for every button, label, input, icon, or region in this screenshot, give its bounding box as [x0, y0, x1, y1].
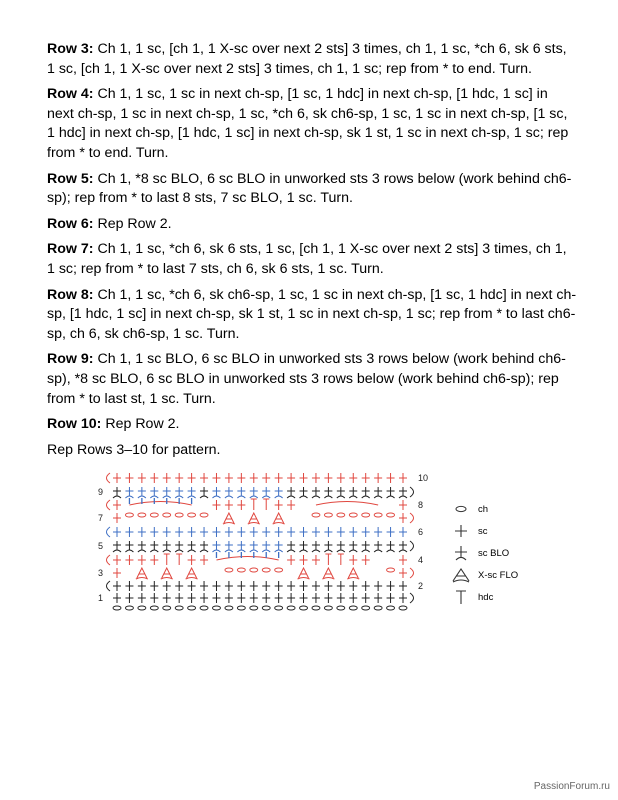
sc-stitch: [163, 527, 171, 537]
sc-stitch: [374, 473, 382, 483]
ch-icon: [450, 500, 472, 518]
sc-stitch: [150, 581, 158, 591]
row-number-right: 6: [418, 527, 424, 537]
sc-stitch: [324, 593, 332, 603]
ch-stitch: [312, 513, 320, 517]
sc-stitch: [387, 593, 395, 603]
legend-label-ch: ch: [478, 504, 489, 515]
legend-label-sc: sc: [478, 526, 488, 537]
sc-stitch: [113, 473, 121, 483]
sc-stitch: [399, 555, 407, 565]
sc-blo-stitch: [138, 541, 146, 552]
pattern-instructions: [47, 40, 577, 466]
sc-stitch: [237, 581, 245, 591]
ch-stitch: [349, 606, 357, 610]
sc-blo-stitch: [250, 487, 258, 498]
ch-stitch: [138, 513, 146, 517]
sc-blo-stitch: [237, 487, 245, 498]
legend-item-x-sc-flo: [450, 566, 570, 588]
sc-stitch: [150, 473, 158, 483]
ch-stitch: [337, 606, 345, 610]
row-text: Rep Row 2.: [101, 416, 180, 433]
sc-blo-stitch: [163, 541, 171, 552]
sc-stitch: [349, 581, 357, 591]
ch-stitch: [150, 513, 158, 517]
sc-blo-stitch: [300, 487, 308, 498]
sc-stitch: [125, 593, 133, 603]
sc-stitch: [237, 500, 245, 510]
sc-stitch: [399, 593, 407, 603]
sc-stitch: [212, 500, 220, 510]
sc-stitch: [250, 581, 258, 591]
sc-stitch: [374, 581, 382, 591]
sc-stitch: [312, 593, 320, 603]
sc-stitch: [175, 527, 183, 537]
row-turn-loop: [410, 568, 414, 578]
sc-blo-stitch: [138, 487, 146, 498]
row-turn-loop: [410, 541, 414, 551]
sc-blo-stitch: [275, 541, 283, 552]
sc-stitch: [362, 581, 370, 591]
sc-stitch: [125, 473, 133, 483]
ch-stitch: [225, 606, 233, 610]
legend-label-hdc: hdc: [478, 592, 494, 603]
sc-blo-stitch: [287, 541, 295, 552]
sc-blo-stitch: [374, 487, 382, 498]
row-label: Row 6:: [47, 215, 94, 232]
row-turn-loop: [410, 513, 414, 523]
sc-blo-stitch: [113, 541, 121, 552]
sc-stitch: [300, 593, 308, 603]
ch-stitch: [250, 568, 258, 572]
instruction-paragraph: [47, 170, 577, 209]
row-number-left: 9: [98, 487, 104, 497]
sc-blo-stitch: [150, 487, 158, 498]
sc-stitch: [212, 473, 220, 483]
sc-blo-stitch: [188, 541, 196, 552]
sc-blo-stitch: [150, 541, 158, 552]
sc-stitch: [250, 527, 258, 537]
sc-blo-stitch: [212, 487, 220, 498]
sc-stitch: [250, 593, 258, 603]
sc-stitch: [138, 593, 146, 603]
sc-stitch: [275, 593, 283, 603]
chart-legend: [450, 500, 570, 610]
sc-stitch: [374, 527, 382, 537]
sc-stitch: [212, 581, 220, 591]
sc-blo-stitch: [349, 487, 357, 498]
sc-stitch: [125, 555, 133, 565]
row-label: Row 9:: [47, 351, 94, 368]
sc-blo-stitch: [225, 487, 233, 498]
sc-stitch: [362, 527, 370, 537]
ch-stitch: [125, 513, 133, 517]
row-number-left: 5: [98, 541, 104, 551]
sc-blo-stitch: [362, 541, 370, 552]
row-text: Ch 1, 1 sc, 1 sc in next ch-sp, [1 sc, 1 hdc] in next ch-sp, [1 hdc, 1 sc] in next ch-sp, 1 sc in next ch-sp, 1 sc, *ch 6, sk ch6-sp, 1 sc, 1 sc in next ch-sp, [1 sc, 1 hdc] in next ch-sp, [1 hdc, 1 sc] in next ch-sp, sk 1 st, 1 sc in next ch-sp, 1 sc; rep from * to end. Turn.: [47, 86, 569, 161]
row-number-right: 4: [418, 555, 424, 565]
row-text: Rep Rows 3–10 for pattern.: [47, 441, 221, 458]
ch6-loop: [316, 502, 378, 506]
ch-stitch: [175, 606, 183, 610]
row-number-left: 1: [98, 593, 104, 603]
row-turn-loop: [107, 555, 111, 565]
sc-blo-stitch: [188, 487, 196, 498]
sc-blo-stitch: [362, 487, 370, 498]
sc-stitch: [188, 473, 196, 483]
sc-stitch: [324, 581, 332, 591]
sc-stitch: [374, 593, 382, 603]
sc-blo-stitch: [175, 541, 183, 552]
sc-stitch: [287, 473, 295, 483]
sc-stitch: [125, 527, 133, 537]
sc-blo-stitch: [387, 541, 395, 552]
sc-stitch: [113, 568, 121, 578]
hdc-stitch: [176, 554, 182, 565]
x-sc-stitch: [186, 568, 198, 579]
sc-stitch: [188, 527, 196, 537]
legend-item-sc-blo: [450, 544, 570, 566]
sc-blo-stitch: [200, 541, 208, 552]
legend-item-ch: [450, 500, 570, 522]
row-label: Row 3:: [47, 41, 94, 57]
ch-stitch: [163, 606, 171, 610]
hdc-stitch: [164, 554, 170, 565]
ch-stitch: [300, 606, 308, 610]
sc-stitch: [387, 527, 395, 537]
sc-stitch: [399, 513, 407, 523]
ch-stitch: [237, 568, 245, 572]
sc-icon: [450, 522, 472, 540]
sc-blo-stitch: [287, 487, 295, 498]
sc-stitch: [312, 555, 320, 565]
ch-stitch: [324, 513, 332, 517]
instruction-paragraph: [47, 40, 577, 79]
hdc-stitch: [325, 554, 331, 565]
sc-stitch: [399, 527, 407, 537]
sc-stitch: [300, 473, 308, 483]
sc-stitch: [113, 555, 121, 565]
sc-blo-stitch: [337, 487, 345, 498]
sc-stitch: [150, 593, 158, 603]
row-text: Ch 1, 1 sc, [ch 1, 1 X-sc over next 2 sts] 3 times, ch 1, 1 sc, *ch 6, sk 6 sts, 1 sc, [ch 1, 1 X-sc over next 2 sts] 3 times, ch 1, 1 sc; rep from * to end. Turn.: [47, 41, 567, 77]
row-label: Row 7:: [47, 241, 94, 258]
sc-stitch: [399, 581, 407, 591]
legend-label-sc-blo: sc BLO: [478, 548, 510, 559]
sc-stitch: [188, 581, 196, 591]
ch-stitch: [200, 513, 208, 517]
sc-blo-stitch: [312, 487, 320, 498]
sc-stitch: [349, 593, 357, 603]
sc-stitch: [212, 593, 220, 603]
sc-stitch: [324, 473, 332, 483]
ch-stitch: [387, 606, 395, 610]
sc-blo-stitch: [300, 541, 308, 552]
ch-stitch: [113, 606, 121, 610]
sc-stitch: [113, 500, 121, 510]
sc-stitch: [287, 593, 295, 603]
sc-stitch: [225, 473, 233, 483]
sc-blo-stitch: [250, 541, 258, 552]
ch-stitch: [312, 606, 320, 610]
ch6-loop: [129, 502, 191, 506]
sc-blo-stitch: [399, 541, 407, 552]
ch-stitch: [262, 568, 270, 572]
sc-blo-icon: [450, 544, 472, 562]
sc-stitch: [138, 527, 146, 537]
sc-stitch: [113, 527, 121, 537]
x-sc-stitch: [322, 568, 334, 579]
sc-stitch: [175, 593, 183, 603]
sc-stitch: [362, 555, 370, 565]
row-turn-loop: [410, 487, 414, 497]
row-text: Ch 1, *8 sc BLO, 6 sc BLO in unworked sts 3 rows below (work behind ch6-sp); rep from * to last 8 sts, 7 sc BLO, 1 sc. Turn.: [47, 170, 572, 207]
row-label: Row 5:: [47, 170, 94, 187]
row-number-right: 8: [418, 500, 424, 510]
sc-stitch: [237, 593, 245, 603]
sc-blo-stitch: [337, 541, 345, 552]
sc-blo-stitch: [125, 541, 133, 552]
row-turn-loop: [107, 500, 111, 510]
sc-stitch: [300, 527, 308, 537]
sc-stitch: [399, 568, 407, 578]
ch-stitch: [349, 513, 357, 517]
sc-stitch: [262, 581, 270, 591]
ch-stitch: [163, 513, 171, 517]
sc-stitch: [113, 581, 121, 591]
sc-blo-stitch: [262, 487, 270, 498]
sc-stitch: [387, 473, 395, 483]
sc-stitch: [200, 581, 208, 591]
row-number-right: 2: [418, 581, 424, 591]
ch-stitch: [374, 513, 382, 517]
sc-stitch: [312, 581, 320, 591]
sc-blo-stitch: [237, 541, 245, 552]
sc-stitch: [312, 473, 320, 483]
ch-stitch: [200, 606, 208, 610]
sc-stitch: [175, 581, 183, 591]
sc-stitch: [337, 527, 345, 537]
sc-stitch: [237, 527, 245, 537]
sc-blo-stitch: [262, 541, 270, 552]
row-label: Row 10:: [47, 416, 102, 433]
instruction-paragraph: [47, 240, 577, 279]
sc-stitch: [113, 593, 121, 603]
sc-stitch: [362, 593, 370, 603]
sc-stitch: [150, 527, 158, 537]
sc-stitch: [163, 473, 171, 483]
x-sc-stitch: [248, 513, 260, 524]
sc-blo-stitch: [125, 487, 133, 498]
sc-stitch: [337, 593, 345, 603]
ch-stitch: [275, 606, 283, 610]
ch-stitch: [125, 606, 133, 610]
ch-stitch: [374, 606, 382, 610]
row-turn-loop: [410, 593, 414, 603]
hdc-stitch: [338, 554, 344, 565]
row-text: Ch 1, 1 sc, *ch 6, sk 6 sts, 1 sc, [ch 1, 1 X-sc over next 2 sts] 3 times, ch 1, 1 sc; rep from * to last 7 sts, ch 6, sk 6 sts, 1 sc. Turn.: [47, 241, 567, 277]
sc-stitch: [225, 581, 233, 591]
sc-blo-stitch: [312, 541, 320, 552]
sc-stitch: [324, 527, 332, 537]
sc-stitch: [349, 473, 357, 483]
watermark: PassionForum.ru: [533, 781, 610, 792]
legend-label-x-sc-flo: X-sc FLO: [478, 570, 519, 581]
sc-stitch: [300, 555, 308, 565]
sc-stitch: [275, 527, 283, 537]
sc-blo-stitch: [175, 487, 183, 498]
sc-stitch: [175, 473, 183, 483]
x-sc-stitch: [223, 513, 235, 524]
sc-stitch: [200, 593, 208, 603]
sc-stitch: [262, 593, 270, 603]
sc-stitch: [349, 527, 357, 537]
ch-stitch: [250, 606, 258, 610]
sc-blo-stitch: [387, 487, 395, 498]
sc-stitch: [262, 527, 270, 537]
sc-blo-stitch: [324, 487, 332, 498]
sc-stitch: [200, 473, 208, 483]
row-turn-loop: [107, 527, 111, 537]
hdc-stitch: [251, 499, 257, 510]
ch-stitch: [399, 606, 407, 610]
sc-stitch: [200, 527, 208, 537]
ch-stitch: [324, 606, 332, 610]
sc-blo-stitch: [225, 541, 233, 552]
x-sc-stitch: [273, 513, 285, 524]
hdc-icon: [450, 588, 472, 606]
sc-stitch: [163, 581, 171, 591]
sc-stitch: [337, 473, 345, 483]
x-sc-flo-icon: [450, 566, 472, 584]
hdc-stitch: [263, 499, 269, 510]
sc-blo-stitch: [275, 487, 283, 498]
sc-stitch: [399, 473, 407, 483]
sc-stitch: [275, 581, 283, 591]
instruction-paragraph: [47, 415, 577, 435]
sc-stitch: [200, 555, 208, 565]
row-turn-loop: [107, 473, 111, 483]
x-sc-stitch: [161, 568, 173, 579]
ch-stitch: [337, 513, 345, 517]
x-sc-stitch: [136, 568, 148, 579]
row-number-left: 3: [98, 568, 104, 578]
sc-blo-stitch: [212, 541, 220, 552]
sc-stitch: [188, 593, 196, 603]
row-number-left: 7: [98, 513, 104, 523]
ch-stitch: [362, 606, 370, 610]
sc-stitch: [275, 473, 283, 483]
row-number-right: 10: [418, 473, 429, 483]
ch-stitch: [262, 606, 270, 610]
sc-stitch: [188, 555, 196, 565]
row-text: Rep Row 2.: [93, 215, 172, 232]
sc-stitch: [275, 500, 283, 510]
sc-stitch: [387, 581, 395, 591]
row-label: Row 8:: [47, 286, 94, 303]
sc-stitch: [125, 581, 133, 591]
sc-blo-stitch: [200, 487, 208, 498]
row-text: Ch 1, 1 sc BLO, 6 sc BLO in unworked sts 3 rows below (work behind ch6-sp), *8 sc BLO, 6 sc BLO in unworked sts 3 rows below (work behind ch6-sp); rep from * to last st, 1 sc. Turn.: [47, 351, 566, 407]
sc-stitch: [287, 500, 295, 510]
sc-blo-stitch: [349, 541, 357, 552]
sc-stitch: [138, 581, 146, 591]
sc-stitch: [138, 473, 146, 483]
sc-stitch: [225, 593, 233, 603]
sc-stitch: [312, 527, 320, 537]
ch-stitch: [188, 606, 196, 610]
sc-blo-stitch: [163, 487, 171, 498]
sc-stitch: [237, 473, 245, 483]
sc-blo-stitch: [399, 487, 407, 498]
crochet-chart: [95, 470, 435, 615]
x-sc-stitch: [298, 568, 310, 579]
ch-stitch: [387, 568, 395, 572]
row-label: Row 4:: [47, 86, 94, 103]
sc-blo-stitch: [324, 541, 332, 552]
sc-stitch: [212, 527, 220, 537]
instruction-paragraph: [47, 85, 577, 163]
ch-stitch: [287, 606, 295, 610]
sc-stitch: [225, 527, 233, 537]
instruction-paragraph: [47, 286, 577, 345]
ch-stitch: [275, 568, 283, 572]
ch-stitch: [362, 513, 370, 517]
instruction-paragraph: [47, 215, 577, 235]
sc-stitch: [287, 581, 295, 591]
sc-stitch: [287, 555, 295, 565]
ch-stitch: [387, 513, 395, 517]
instruction-paragraph: [47, 350, 577, 409]
sc-stitch: [262, 473, 270, 483]
ch-stitch: [138, 606, 146, 610]
sc-stitch: [349, 555, 357, 565]
legend-item-hdc: [450, 588, 570, 610]
ch-stitch: [225, 568, 233, 572]
ch6-loop: [216, 557, 278, 561]
ch-stitch: [175, 513, 183, 517]
row-turn-loop: [107, 581, 111, 591]
x-sc-stitch: [347, 568, 359, 579]
instruction-paragraph: [47, 441, 577, 461]
sc-stitch: [163, 593, 171, 603]
sc-stitch: [113, 513, 121, 523]
row-text: Ch 1, 1 sc, *ch 6, sk ch6-sp, 1 sc, 1 sc in next ch-sp, [1 sc, 1 hdc] in next ch-sp, [1 hdc, 1 sc] in next ch-sp, sk 1 st, 1 sc in next ch-sp, 1 sc; rep from * to last ch6-sp, ch 6, sk ch6-sp, 1 sc. Turn.: [47, 286, 577, 342]
sc-stitch: [250, 473, 258, 483]
sc-blo-stitch: [113, 487, 121, 498]
ch-stitch: [150, 606, 158, 610]
sc-stitch: [300, 581, 308, 591]
sc-stitch: [225, 500, 233, 510]
sc-stitch: [399, 500, 407, 510]
sc-stitch: [138, 555, 146, 565]
sc-stitch: [150, 555, 158, 565]
legend-item-sc: [450, 522, 570, 544]
ch-stitch: [188, 513, 196, 517]
ch-stitch: [237, 606, 245, 610]
sc-stitch: [362, 473, 370, 483]
sc-stitch: [287, 527, 295, 537]
ch-stitch: [212, 606, 220, 610]
sc-stitch: [337, 581, 345, 591]
sc-blo-stitch: [374, 541, 382, 552]
